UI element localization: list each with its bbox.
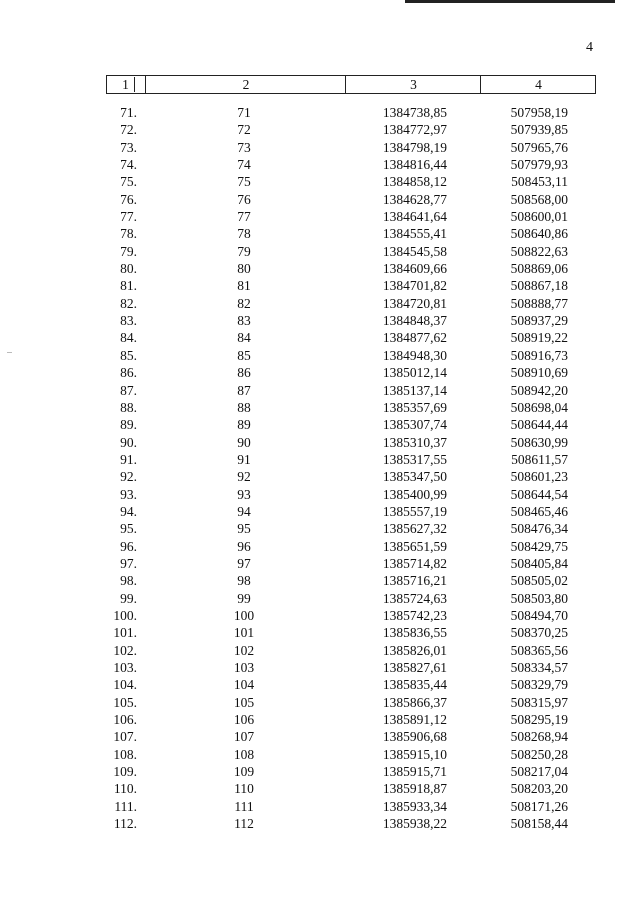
table-cell-col-3: 1385933,34	[382, 798, 447, 814]
table-cell-col-3: 1384545,58	[382, 243, 447, 259]
table-row	[0, 260, 640, 277]
table-cell-col-3: 1385915,71	[382, 764, 447, 780]
table-cell-col-3: 1385012,14	[382, 365, 447, 381]
header-col-1	[107, 76, 145, 93]
table-row	[0, 121, 640, 138]
table-cell-col-2: 100	[233, 607, 255, 623]
table-row	[0, 607, 640, 624]
table-row	[0, 312, 640, 329]
table-cell-col-2: 110	[234, 781, 254, 797]
table-cell-col-4: 508640,86	[510, 226, 568, 242]
table-row	[0, 451, 640, 468]
table-cell-col-2: 86	[237, 365, 251, 381]
table-cell-col-1: 109.	[113, 764, 137, 780]
table-row	[0, 416, 640, 433]
table-cell-col-3: 1384858,12	[382, 174, 447, 190]
table-cell-col-3: 1385627,32	[382, 521, 447, 537]
table-row	[0, 711, 640, 728]
table-row	[0, 173, 640, 190]
table-cell-col-3: 1385891,12	[382, 712, 447, 728]
table-cell-col-4: 508644,54	[510, 486, 568, 502]
table-cell-col-2: 88	[237, 399, 251, 415]
table-cell-col-2: 80	[237, 261, 251, 277]
table-cell-col-1: 107.	[113, 729, 137, 745]
table-row	[0, 763, 640, 780]
table-row	[0, 503, 640, 520]
table-cell-col-1: 87.	[120, 382, 137, 398]
table-cell-col-1: 105.	[113, 694, 137, 710]
table-cell-col-2: 97	[237, 555, 251, 571]
table-cell-col-1: 83.	[120, 313, 137, 329]
table-cell-col-2: 111	[234, 798, 254, 814]
table-cell-col-4: 508329,79	[510, 677, 568, 693]
table-cell-col-3: 1385915,10	[382, 746, 447, 762]
table-row	[0, 676, 640, 693]
table-cell-col-1: 94.	[120, 503, 137, 519]
table-cell-col-4: 508365,56	[510, 642, 568, 658]
table-cell-col-1: 93.	[120, 486, 137, 502]
table-cell-col-1: 85.	[120, 347, 137, 363]
table-cell-col-3: 1384628,77	[382, 191, 447, 207]
table-cell-col-4: 508869,06	[510, 261, 568, 277]
table-cell-col-4: 508630,99	[510, 434, 568, 450]
table-cell-col-3: 1385714,82	[382, 555, 447, 571]
table-cell-col-2: 109	[233, 764, 255, 780]
table-cell-col-3: 1384720,81	[382, 295, 447, 311]
table-cell-col-2: 74	[237, 157, 251, 173]
table-cell-col-4: 507939,85	[510, 122, 568, 138]
table-cell-col-4: 508494,70	[510, 607, 568, 623]
table-cell-col-4: 508942,20	[510, 382, 568, 398]
table-cell-col-3: 1384555,41	[382, 226, 447, 242]
table-cell-col-3: 1385866,37	[382, 694, 447, 710]
table-cell-col-1: 91.	[120, 451, 137, 467]
table-row	[0, 555, 640, 572]
table-cell-col-1: 96.	[120, 538, 137, 554]
table-cell-col-1: 74.	[120, 157, 137, 173]
table-row	[0, 624, 640, 641]
table-cell-col-1: 108.	[113, 746, 137, 762]
header-col-2: 2	[145, 76, 346, 93]
table-cell-col-2: 87	[237, 382, 251, 398]
table-cell-col-3: 1385742,23	[382, 607, 447, 623]
table-cell-col-1: 82.	[120, 295, 137, 311]
table-cell-col-4: 508171,26	[510, 798, 568, 814]
table-cell-col-2: 95	[237, 521, 251, 537]
table-cell-col-3: 1384641,64	[382, 209, 447, 225]
table-cell-col-4: 508250,28	[510, 746, 568, 762]
header-col-4: 4	[480, 76, 596, 93]
table-cell-col-2: 78	[237, 226, 251, 242]
table-row	[0, 434, 640, 451]
table-row	[0, 642, 640, 659]
table-header	[106, 75, 596, 94]
table-cell-col-3: 1384948,30	[382, 347, 447, 363]
table-cell-col-4: 508203,20	[510, 781, 568, 797]
table-row	[0, 347, 640, 364]
table-cell-col-4: 508334,57	[510, 660, 568, 675]
table-row	[0, 520, 640, 537]
table-cell-col-3: 1385716,21	[382, 573, 447, 589]
table-cell-col-1: 100.	[113, 607, 137, 623]
table-row	[0, 277, 640, 294]
table-cell-col-1: 80.	[120, 261, 137, 277]
table-row	[0, 746, 640, 763]
table-cell-col-2: 72	[237, 122, 251, 138]
table-row	[0, 191, 640, 208]
table-cell-col-2: 82	[237, 295, 251, 311]
table-cell-col-2: 73	[237, 139, 251, 155]
table-row	[0, 659, 640, 676]
table-cell-col-3: 1384609,66	[382, 261, 447, 277]
table-row	[0, 208, 640, 225]
table-cell-col-1: 73.	[120, 139, 137, 155]
table-cell-col-4: 508698,04	[510, 399, 568, 415]
page-number: 4	[586, 40, 593, 55]
table-body	[0, 104, 640, 832]
table-cell-col-2: 90	[237, 434, 251, 450]
table-cell-col-3: 1385835,44	[382, 677, 447, 693]
table-cell-col-4: 508315,97	[510, 694, 568, 710]
table-cell-col-3: 1385906,68	[382, 729, 447, 745]
table-cell-col-2: 106	[233, 712, 255, 728]
table-cell-col-4: 508601,23	[510, 469, 568, 485]
table-cell-col-4: 508611,57	[511, 451, 568, 467]
table-row	[0, 243, 640, 260]
table-cell-col-1: 98.	[120, 573, 137, 589]
table-row	[0, 139, 640, 156]
table-cell-col-1: 103.	[113, 660, 137, 675]
table-cell-col-4: 507979,93	[510, 157, 568, 173]
table-cell-col-1: 112.	[113, 816, 137, 832]
table-cell-col-2: 96	[237, 538, 251, 554]
table-cell-col-4: 507958,19	[510, 105, 568, 120]
table-cell-col-4: 508919,22	[510, 330, 568, 346]
table-cell-col-1: 79.	[120, 243, 137, 259]
table-cell-col-2: 83	[237, 313, 251, 329]
table-cell-col-2: 103	[233, 660, 255, 675]
table-cell-col-2: 98	[237, 573, 251, 589]
table-cell-col-4: 508268,94	[510, 729, 568, 745]
table-cell-col-2: 105	[233, 694, 255, 710]
table-cell-col-1: 89.	[120, 417, 137, 433]
table-row	[0, 486, 640, 503]
table-cell-col-4: 508822,63	[510, 243, 568, 259]
table-cell-col-4: 508644,44	[510, 417, 568, 433]
table-cell-col-2: 91	[237, 451, 251, 467]
table-cell-col-3: 1385724,63	[382, 590, 447, 606]
table-cell-col-1: 95.	[120, 521, 137, 537]
table-cell-col-1: 86.	[120, 365, 137, 381]
table-cell-col-3: 1384877,62	[382, 330, 447, 346]
table-cell-col-1: 81.	[120, 278, 137, 294]
table-cell-col-2: 112	[234, 816, 254, 832]
table-cell-col-1: 102.	[113, 642, 137, 658]
table-cell-col-2: 104	[233, 677, 255, 693]
table-cell-col-1: 75.	[120, 174, 137, 190]
table-cell-col-2: 79	[237, 243, 251, 259]
table-cell-col-4: 508568,00	[510, 191, 568, 207]
table-cell-col-3: 1385400,99	[382, 486, 447, 502]
table-cell-col-2: 102	[233, 642, 255, 658]
table-cell-col-1: 101.	[113, 625, 137, 641]
table-cell-col-4: 508370,25	[510, 625, 568, 641]
table-cell-col-3: 1384772,97	[382, 122, 447, 138]
table-cell-col-2: 101	[233, 625, 255, 641]
table-cell-col-2: 71	[237, 105, 251, 120]
table-cell-col-4: 508867,18	[510, 278, 568, 294]
table-row	[0, 798, 640, 815]
table-cell-col-1: 90.	[120, 434, 137, 450]
table-row	[0, 382, 640, 399]
table-cell-col-1: 71.	[120, 105, 137, 120]
table-cell-col-1: 110.	[113, 781, 137, 797]
table-cell-col-4: 508405,84	[510, 555, 568, 571]
table-cell-col-1: 97.	[120, 555, 137, 571]
table-cell-col-4: 508888,77	[510, 295, 568, 311]
table-cell-col-1: 111.	[114, 798, 137, 814]
table-cell-col-3: 1385938,22	[382, 816, 447, 832]
table-cell-col-4: 508505,02	[510, 573, 568, 589]
table-row	[0, 590, 640, 607]
table-cell-col-3: 1385651,59	[382, 538, 447, 554]
table-row	[0, 694, 640, 711]
table-cell-col-2: 107	[233, 729, 255, 745]
table-cell-col-3: 1384816,44	[382, 157, 447, 173]
table-row	[0, 364, 640, 381]
table-cell-col-4: 508503,80	[510, 590, 568, 606]
table-cell-col-2: 77	[237, 209, 251, 225]
table-cell-col-2: 76	[237, 191, 251, 207]
table-cell-col-3: 1385357,69	[382, 399, 447, 415]
table-cell-col-4: 508453,11	[511, 174, 568, 190]
table-cell-col-2: 81	[237, 278, 251, 294]
table-row	[0, 399, 640, 416]
table-cell-col-3: 1385137,14	[382, 382, 447, 398]
table-cell-col-3: 1385836,55	[382, 625, 447, 641]
header-col-3: 3	[345, 76, 481, 93]
table-cell-col-4: 508937,29	[510, 313, 568, 329]
table-cell-col-4: 508916,73	[510, 347, 568, 363]
table-cell-col-2: 99	[237, 590, 251, 606]
table-row	[0, 728, 640, 745]
table-cell-col-2: 89	[237, 417, 251, 433]
table-cell-col-2: 75	[237, 174, 251, 190]
table-cell-col-4: 508295,19	[510, 712, 568, 728]
table-cell-col-1: 72.	[120, 122, 137, 138]
table-cell-col-2: 84	[237, 330, 251, 346]
table-cell-col-3: 1384701,82	[382, 278, 447, 294]
table-cell-col-1: 84.	[120, 330, 137, 346]
table-row	[0, 538, 640, 555]
table-row	[0, 104, 640, 121]
table-cell-col-1: 92.	[120, 469, 137, 485]
table-cell-col-1: 78.	[120, 226, 137, 242]
table-cell-col-2: 94	[237, 503, 251, 519]
table-cell-col-2: 93	[237, 486, 251, 502]
table-cell-col-3: 1384848,37	[382, 313, 447, 329]
table-cell-col-3: 1385827,61	[382, 660, 447, 675]
table-cell-col-3: 1385310,37	[382, 434, 447, 450]
table-row	[0, 815, 640, 832]
table-row	[0, 295, 640, 312]
table-cell-col-1: 104.	[113, 677, 137, 693]
table-cell-col-4: 507965,76	[510, 139, 568, 155]
table-cell-col-3: 1385557,19	[382, 503, 447, 519]
table-cell-col-4: 508910,69	[510, 365, 568, 381]
table-row	[0, 225, 640, 242]
header-col-1-label: 1	[117, 77, 135, 92]
table-cell-col-4: 508217,04	[510, 764, 568, 780]
table-cell-col-4: 508600,01	[510, 209, 568, 225]
table-cell-col-3: 1385307,74	[382, 417, 447, 433]
table-cell-col-3: 1385826,01	[382, 642, 447, 658]
table-cell-col-4: 508465,46	[510, 503, 568, 519]
table-cell-col-2: 85	[237, 347, 251, 363]
table-cell-col-3: 1384738,85	[382, 105, 447, 120]
table-cell-col-2: 108	[233, 746, 255, 762]
table-cell-col-1: 88.	[120, 399, 137, 415]
table-cell-col-1: 106.	[113, 712, 137, 728]
table-cell-col-2: 92	[237, 469, 251, 485]
table-cell-col-4: 508429,75	[510, 538, 568, 554]
table-cell-col-3: 1385347,50	[382, 469, 447, 485]
table-cell-col-1: 99.	[120, 590, 137, 606]
table-cell-col-3: 1384798,19	[382, 139, 447, 155]
table-cell-col-4: 508158,44	[510, 816, 568, 832]
table-row	[0, 329, 640, 346]
table-row	[0, 468, 640, 485]
table-cell-col-3: 1385317,55	[382, 451, 447, 467]
table-cell-col-1: 76.	[120, 191, 137, 207]
table-row	[0, 780, 640, 797]
table-cell-col-3: 1385918,87	[382, 781, 447, 797]
table-row	[0, 572, 640, 589]
table-cell-col-1: 77.	[120, 209, 137, 225]
top-rule	[405, 0, 615, 3]
table-cell-col-4: 508476,34	[510, 521, 568, 537]
table-row	[0, 156, 640, 173]
